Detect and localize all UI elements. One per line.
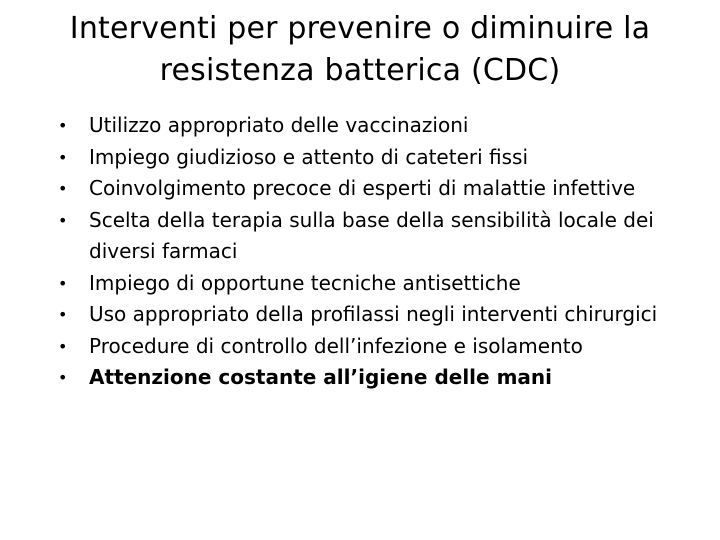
bullet-text: Impiego giudizioso e attento di cateteri fissi — [89, 144, 529, 169]
bullet-item-controllo-infezione — [56, 331, 676, 363]
bullet-dot-icon: • — [58, 273, 68, 293]
bullet-dot-icon: • — [58, 116, 68, 135]
bullet-text: Impiego di opportune tecniche antisettiche — [89, 270, 521, 295]
slide-title — [40, 8, 680, 92]
bullet-text: Utilizzo appropriato delle vaccinazioni — [89, 113, 469, 137]
title-line-1: Interventi per prevenire o diminuire la — [69, 11, 651, 46]
bullet-item-vaccinazioni — [56, 110, 676, 142]
bullet-text: Scelta della terapia sulla base della sensibilità locale dei diversi farmaci — [89, 207, 654, 263]
bullet-dot-icon: • — [58, 336, 68, 356]
bullet-text: Uso appropriato della profilassi negli interventi chirurgici — [89, 302, 658, 326]
bullet-item-esperti — [56, 173, 676, 205]
bullet-item-antisettiche — [56, 268, 676, 300]
bullet-text-emphasized: Attenzione costante all’igiene delle mani — [89, 365, 552, 389]
bullet-dot-icon: • — [58, 147, 68, 167]
bullet-dot-icon: • — [58, 305, 68, 324]
bullet-text: Coinvolgimento precoce di esperti di malattie infettive — [89, 176, 636, 200]
bullet-list — [56, 110, 676, 394]
bullet-text: Procedure di controllo dell’infezione e isolamento — [89, 333, 583, 358]
bullet-dot-icon: • — [58, 179, 68, 198]
bullet-item-cateteri — [56, 142, 676, 174]
bullet-item-terapia — [56, 205, 676, 268]
bullet-item-igiene-mani — [56, 362, 676, 394]
bullet-dot-icon: • — [58, 368, 68, 387]
title-line-2: resistenza batterica (CDC) — [159, 53, 561, 88]
bullet-dot-icon: • — [58, 210, 68, 230]
bullet-item-profilassi — [56, 299, 676, 331]
